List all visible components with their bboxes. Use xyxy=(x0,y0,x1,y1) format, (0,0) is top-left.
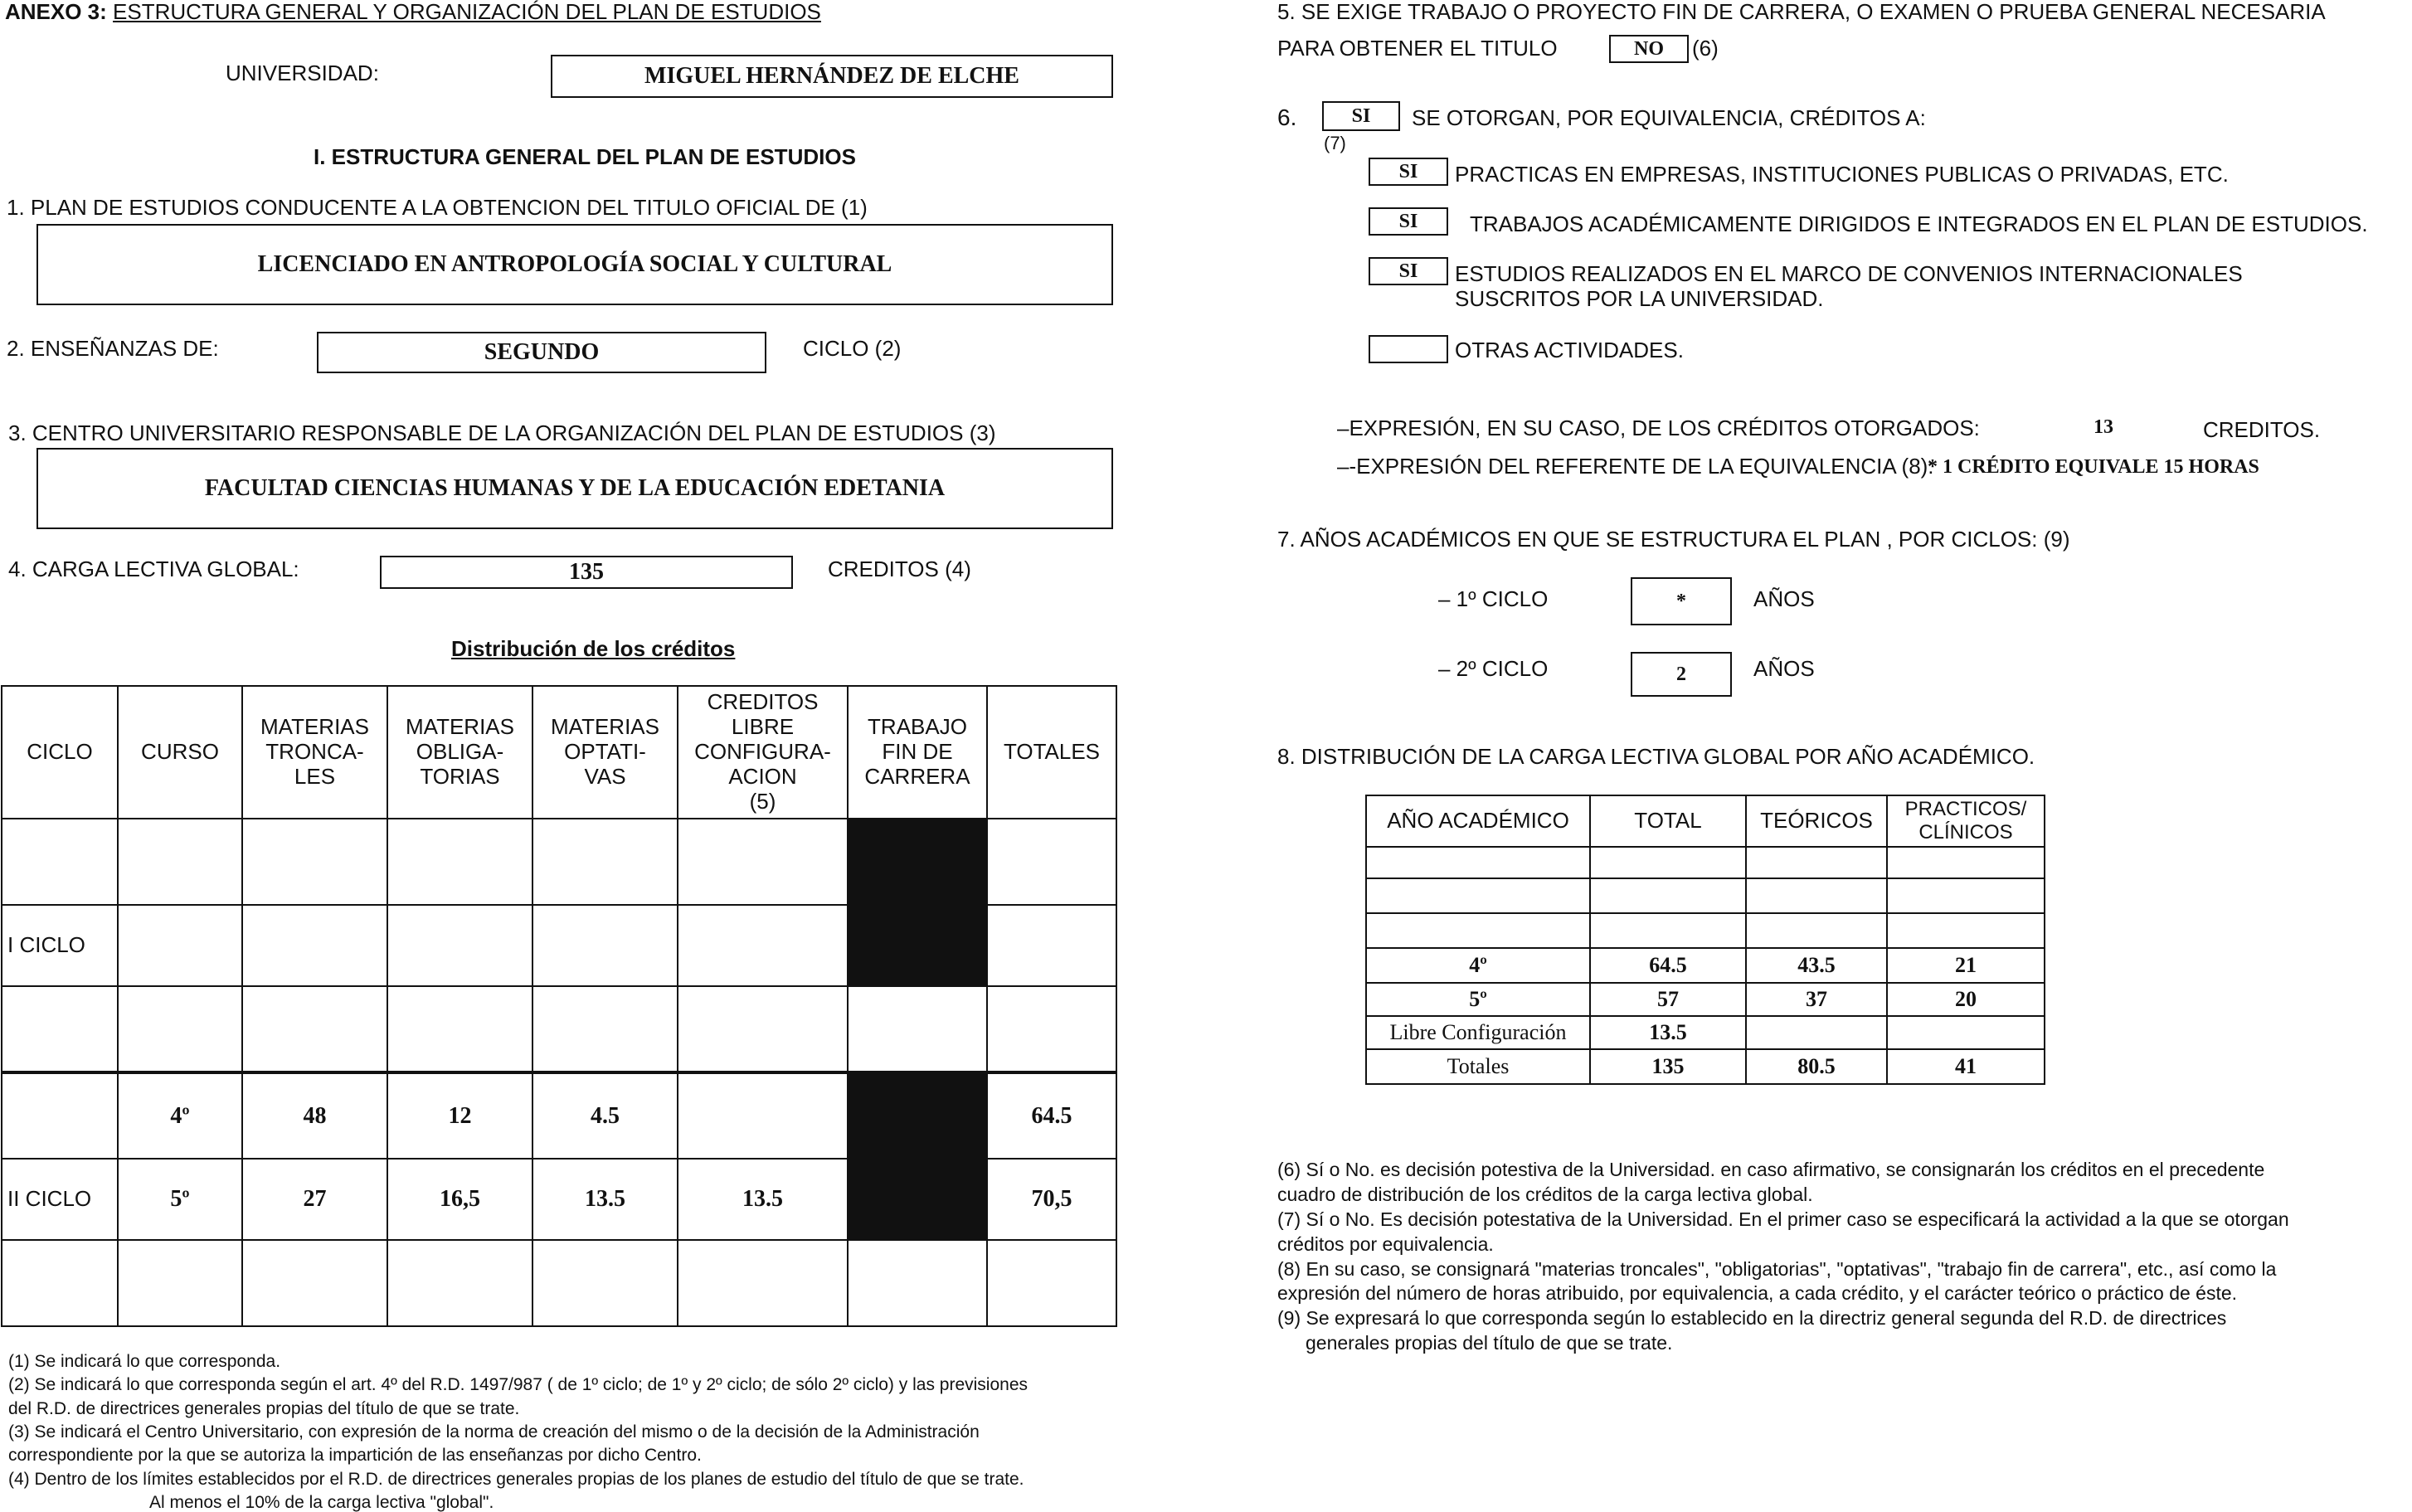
year-header-teoricos: TEÓRICOS xyxy=(1746,795,1887,847)
footnote: Al menos el 10% de la carga lectiva "global". xyxy=(149,1493,494,1512)
distribution-title: Distribución de los créditos xyxy=(451,636,736,661)
q3-box xyxy=(36,448,1113,529)
q6-note: (7) xyxy=(1324,133,1346,153)
q3-value: FACULTAD CIENCIAS HUMANAS Y DE LA EDUCACIÓN EDETANIA xyxy=(204,475,946,501)
footnote: (7) Sí o No. Es decisión potestativa de la Universidad. En el primer caso se especificará la actividad a la que se otorgan xyxy=(1277,1208,2289,1230)
expr2-label: –-EXPRESIÓN DEL REFERENTE DE LA EQUIVALENCIA (8): xyxy=(1337,454,1934,479)
credits-header-row xyxy=(2,686,1116,819)
cell-obligatorias-5: 16,5 xyxy=(387,1159,532,1240)
cycle1-label: I CICLO xyxy=(2,905,118,986)
footnote: créditos por equivalencia. xyxy=(1277,1232,1494,1255)
option-box: SI xyxy=(1369,257,1448,285)
expr1-label: –EXPRESIÓN, EN SU CASO, DE LOS CRÉDITOS OTORGADOS: xyxy=(1337,416,1980,440)
expr1-unit: CREDITOS. xyxy=(2203,417,2321,442)
q7-unit: AÑOS xyxy=(1753,656,1815,681)
q4-label: 4. CARGA LECTIVA GLOBAL: xyxy=(8,557,299,581)
right-footnotes xyxy=(1277,1158,2289,1356)
option-label: OTRAS ACTIVIDADES. xyxy=(1455,338,1684,362)
q7-cycle2-box xyxy=(1631,652,1732,697)
table-row xyxy=(1366,847,2045,878)
cell-optativas-4: 4.5 xyxy=(532,1072,678,1159)
q4-value: 135 xyxy=(569,559,604,585)
table-row: 5º 57 37 20 xyxy=(1366,983,2045,1016)
q5-line2: PARA OBTENER EL TITULO xyxy=(1277,36,1558,61)
table-row xyxy=(1366,878,2045,913)
option-box xyxy=(1369,335,1448,363)
cell-totales-4: 64.5 xyxy=(987,1072,1116,1159)
q7-cycle1-box xyxy=(1631,577,1732,625)
credits-header-totales: TOTALES xyxy=(987,686,1116,819)
annex-title xyxy=(5,0,821,25)
table-row xyxy=(2,1159,1116,1240)
cell-curso-4: 4º xyxy=(118,1072,242,1159)
footnote: generales propias del título de que se trate. xyxy=(1306,1332,1673,1354)
blocked-cell xyxy=(848,905,987,986)
credits-header-curso: CURSO xyxy=(118,686,242,819)
blocked-cell xyxy=(848,1072,987,1159)
footnote: del R.D. de directrices generales propias del título de que se trate. xyxy=(8,1398,520,1418)
q8-label: 8. DISTRIBUCIÓN DE LA CARGA LECTIVA GLOBAL POR AÑO ACADÉMICO. xyxy=(1277,744,2035,769)
left-footnotes xyxy=(8,1350,1028,1512)
q7-cycle2-label: – 2º CICLO xyxy=(1438,656,1549,681)
table-row xyxy=(2,1240,1116,1326)
q7-cycle1-value: * xyxy=(1676,590,1686,612)
q2-label: 2. ENSEÑANZAS DE: xyxy=(7,336,219,361)
university-value: MIGUEL HERNÁNDEZ DE ELCHE xyxy=(644,63,1019,89)
expr2-value: * 1 CRÉDITO EQUIVALE 15 HORAS xyxy=(1928,456,2259,478)
credits-header-troncales: MATERIAS TRONCA- LES xyxy=(242,686,387,819)
q6-label: SE OTORGAN, POR EQUIVALENCIA, CRÉDITOS A: xyxy=(1412,105,1926,130)
option-label: ESTUDIOS REALIZADOS EN EL MARCO DE CONVENIOS INTERNACIONALES xyxy=(1455,261,2243,286)
footnote: correspondiente por la que se autoriza la impartición de las enseñanzas por dicho Centro. xyxy=(8,1446,702,1466)
blocked-cell xyxy=(848,819,987,905)
option-box: SI xyxy=(1369,158,1448,186)
cell-libre-5: 13.5 xyxy=(678,1159,848,1240)
q2-suffix: CICLO (2) xyxy=(803,336,902,361)
university-label: UNIVERSIDAD: xyxy=(226,61,379,85)
footnote: (4) Dentro de los límites establecidos por el R.D. de directrices generales propias de los planes de estudio del título de que se trate. xyxy=(8,1469,1024,1489)
credits-header-optativas: MATERIAS OPTATI- VAS xyxy=(532,686,678,819)
q2-box xyxy=(317,332,766,373)
q6-number: 6. xyxy=(1277,105,1297,130)
table-row xyxy=(2,986,1116,1072)
footnote: (2) Se indicará lo que corresponda según el art. 4º del R.D. 1497/987 ( de 1º ciclo; de 1º y 2º ciclo; de sólo 2º ciclo) y las previsiones xyxy=(8,1375,1028,1395)
q7-cycle1-label: – 1º CICLO xyxy=(1438,586,1549,611)
credits-header-trabajo: TRABAJO FIN DE CARRERA xyxy=(848,686,987,819)
annex-label: ANEXO 3: xyxy=(5,0,107,24)
expr1-value: 13 xyxy=(2093,416,2113,438)
university-box xyxy=(551,55,1113,98)
credits-header-obligatorias: MATERIAS OBLIGA- TORIAS xyxy=(387,686,532,819)
q3-label: 3. CENTRO UNIVERSITARIO RESPONSABLE DE LA ORGANIZACIÓN DEL PLAN DE ESTUDIOS (3) xyxy=(8,421,996,445)
table-row xyxy=(1366,913,2045,948)
q7-unit: AÑOS xyxy=(1753,586,1815,611)
table-row: Totales 135 80.5 41 xyxy=(1366,1049,2045,1084)
cell-optativas-5: 13.5 xyxy=(532,1159,678,1240)
q2-value: SEGUNDO xyxy=(484,339,600,365)
footnote: expresión del número de horas atribuido, por equivalencia, a cada crédito, y el carácter teórico o práctico de éste. xyxy=(1277,1282,2238,1305)
cell-totales-5: 70,5 xyxy=(987,1159,1116,1240)
year-header-row xyxy=(1366,795,2045,847)
option-label: TRABAJOS ACADÉMICAMENTE DIRIGIDOS E INTEGRADOS EN EL PLAN DE ESTUDIOS. xyxy=(1470,211,2368,236)
footnote: cuadro de distribución de los créditos de la carga lectiva global. xyxy=(1277,1183,1813,1205)
footnote: (8) En su caso, se consignará "materias troncales", "obligatorias", "optativas", "trabajo fin de carrera", etc., así como la xyxy=(1277,1257,2277,1280)
footnote: (3) Se indicará el Centro Universitario, con expresión de la norma de creación del mismo o de la decisión de la Administración xyxy=(8,1422,980,1442)
q5-box xyxy=(1609,35,1689,63)
footnote: (6) Sí o No. es decisión potestiva de la Universidad. en caso afirmativo, se consignarán los créditos en el precedente xyxy=(1277,1159,2265,1180)
year-header-practicos: PRACTICOS/ CLÍNICOS xyxy=(1887,795,2045,847)
q1-box xyxy=(36,224,1113,305)
q6-box xyxy=(1322,101,1400,131)
blocked-cell xyxy=(848,1159,987,1240)
year-header-total: TOTAL xyxy=(1590,795,1746,847)
footnote: (1) Se indicará lo que corresponda. xyxy=(8,1352,281,1371)
q7-cycle2-value: 2 xyxy=(1676,663,1686,685)
q4-box xyxy=(380,556,793,589)
table-row xyxy=(2,905,1116,986)
cell-obligatorias-4: 12 xyxy=(387,1072,532,1159)
credits-table xyxy=(1,685,1117,1327)
q5-value: NO xyxy=(1634,37,1664,60)
table-row xyxy=(2,819,1116,905)
table-row xyxy=(2,1072,1116,1159)
credits-header-libre: CREDITOS LIBRE CONFIGURA- ACION (5) xyxy=(678,686,848,819)
q4-suffix: CREDITOS (4) xyxy=(828,557,971,581)
year-header-ano: AÑO ACADÉMICO xyxy=(1366,795,1590,847)
cell-curso-5: 5º xyxy=(118,1159,242,1240)
q5-note: (6) xyxy=(1692,36,1719,61)
q5-line1: 5. SE EXIGE TRABAJO O PROYECTO FIN DE CARRERA, O EXAMEN O PRUEBA GENERAL NECESARIA xyxy=(1277,0,2326,24)
credits-header-ciclo: CICLO xyxy=(2,686,118,819)
footnote: (9) Se expresará lo que corresponda según lo establecido en la directriz general segunda del R.D. de directrices xyxy=(1277,1307,2227,1330)
q1-label: 1. PLAN DE ESTUDIOS CONDUCENTE A LA OBTENCION DEL TITULO OFICIAL DE (1) xyxy=(7,195,868,220)
table-row: 4º 64.5 43.5 21 xyxy=(1366,948,2045,983)
annex-title-text: ESTRUCTURA GENERAL Y ORGANIZACIÓN DEL PLAN DE ESTUDIOS xyxy=(113,0,821,24)
cell-troncales-5: 27 xyxy=(242,1159,387,1240)
option-box: SI xyxy=(1369,207,1448,236)
cycle2-label: II CICLO xyxy=(2,1159,118,1240)
option-label: PRACTICAS EN EMPRESAS, INSTITUCIONES PUBLICAS O PRIVADAS, ETC. xyxy=(1455,162,2229,187)
cell-troncales-4: 48 xyxy=(242,1072,387,1159)
q6-value: SI xyxy=(1351,105,1371,127)
section-title: I. ESTRUCTURA GENERAL DEL PLAN DE ESTUDIOS xyxy=(314,144,856,169)
q7-label: 7. AÑOS ACADÉMICOS EN QUE SE ESTRUCTURA EL PLAN , POR CICLOS: (9) xyxy=(1277,527,2070,552)
year-table xyxy=(1365,795,2045,1085)
option-label-cont: SUSCRITOS POR LA UNIVERSIDAD. xyxy=(1455,286,1824,311)
table-row: Libre Configuración 13.5 xyxy=(1366,1016,2045,1049)
q1-value: LICENCIADO EN ANTROPOLOGÍA SOCIAL Y CULTURAL xyxy=(257,251,892,277)
